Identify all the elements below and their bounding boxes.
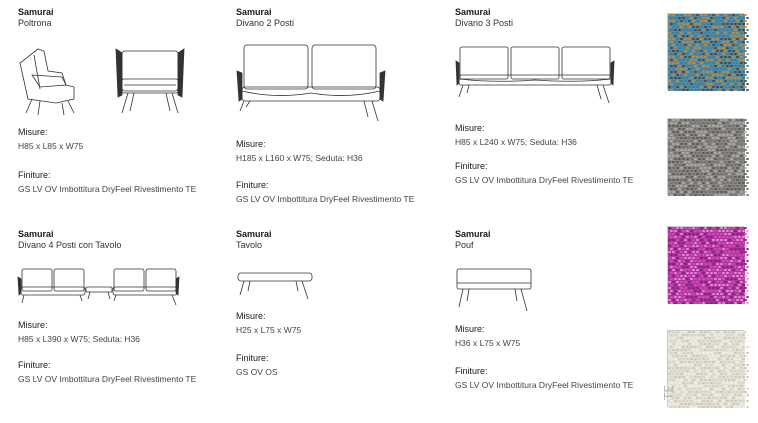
measures-label: Misure: — [18, 320, 48, 330]
measures-value: H85 x L390 x W75; Seduta: H36 — [18, 334, 140, 344]
product-series: Samurai — [236, 7, 272, 17]
fabric-swatch-3 — [667, 226, 744, 303]
finishes-label: Finiture: — [455, 161, 488, 171]
finishes-value: GS OV OS — [236, 367, 278, 377]
product-name: Divano 2 Posti — [236, 18, 295, 28]
measures-label: Misure: — [236, 311, 266, 321]
measures-label: Misure: — [455, 324, 485, 334]
measures-value: H85 x L240 x W75; Seduta: H36 — [455, 137, 577, 147]
fabric-swatch-1 — [667, 13, 744, 90]
finishes-value: GS LV OV Imbottitura DryFeel Rivestimento TE — [455, 175, 634, 185]
product-name: Divano 4 Posti con Tavolo — [18, 240, 122, 250]
finishes-label: Finiture: — [18, 360, 51, 370]
finishes-value: GS LV OV Imbottitura DryFeel Rivestimento TE — [18, 184, 197, 194]
armchair-drawing — [18, 45, 188, 117]
three-seat-sofa-drawing — [455, 45, 615, 107]
product-name: Poltrona — [18, 18, 52, 28]
product-series: Samurai — [455, 229, 491, 239]
two-seat-sofa-drawing — [236, 43, 386, 125]
pouf-drawing — [455, 267, 535, 315]
magenta-fabric-swatch — [668, 227, 745, 304]
finishes-label: Finiture: — [18, 170, 51, 180]
fabric-code-label: TE — [662, 385, 676, 400]
product-name: Divano 3 Posti — [455, 18, 514, 28]
finishes-label: Finiture: — [236, 180, 269, 190]
product-series: Samurai — [18, 229, 54, 239]
measures-label: Misure: — [18, 127, 48, 137]
measures-label: Misure: — [455, 123, 485, 133]
finishes-value: GS LV OV Imbottitura DryFeel Rivestimento TE — [236, 194, 415, 204]
fabric-swatch-4 — [662, 330, 744, 407]
product-card-poltrona — [18, 7, 218, 207]
blue-orange-fabric-swatch — [668, 14, 745, 91]
product-series: Samurai — [236, 229, 272, 239]
product-name: Tavolo — [236, 240, 263, 250]
measures-value: H85 x L85 x W75 — [18, 141, 84, 151]
finishes-value: GS LV OV Imbottitura DryFeel Rivestimento TE — [18, 374, 197, 384]
grey-fabric-swatch — [668, 119, 745, 196]
product-card-tavolo — [236, 229, 436, 419]
product-series: Samurai — [18, 7, 54, 17]
product-card-divano-3-posti — [455, 7, 655, 207]
product-card-divano-4-posti-con-tavolo — [18, 229, 228, 419]
finishes-label: Finiture: — [455, 366, 488, 376]
fabric-swatch-2 — [667, 118, 744, 195]
finishes-label: Finiture: — [236, 353, 269, 363]
finishes-value: GS LV OV Imbottitura DryFeel Rivestimento TE — [455, 380, 634, 390]
measures-value: H25 x L75 x W75 — [236, 325, 302, 335]
measures-label: Misure: — [236, 139, 266, 149]
measures-value: H185 x L160 x W75; Seduta: H36 — [236, 153, 363, 163]
product-name: Pouf — [455, 240, 474, 250]
product-card-pouf — [455, 229, 655, 419]
measures-value: H36 x L75 x W75 — [455, 338, 521, 348]
four-seat-sofa-with-table-drawing — [18, 267, 180, 307]
product-card-divano-2-posti — [236, 7, 446, 217]
cream-fabric-swatch — [668, 331, 745, 408]
table-drawing — [236, 269, 316, 303]
product-series: Samurai — [455, 7, 491, 17]
